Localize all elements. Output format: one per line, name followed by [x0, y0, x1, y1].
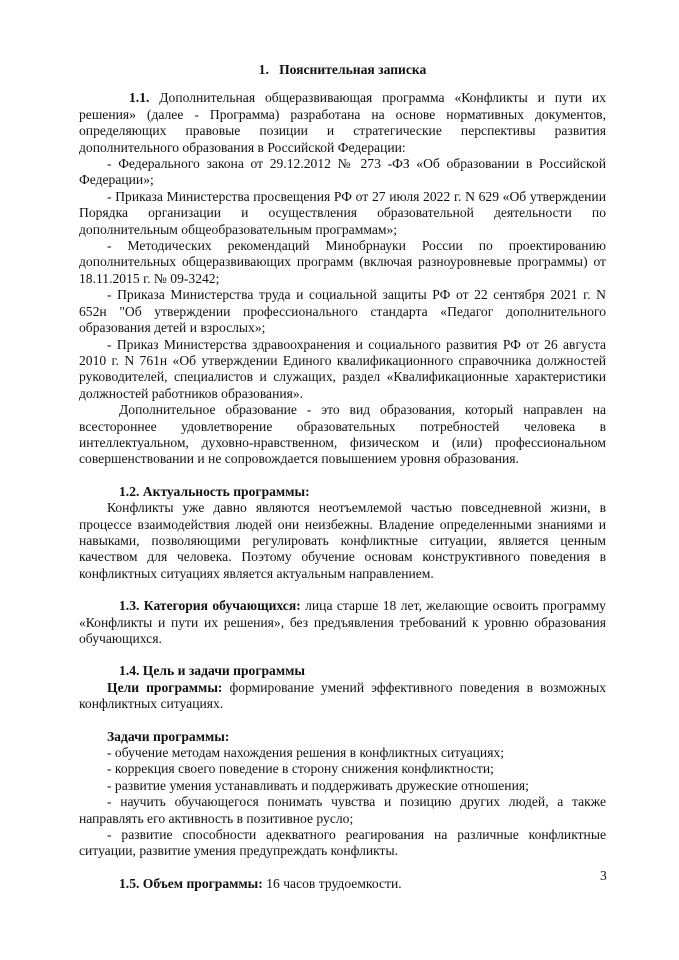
task-item: - развитие умения устанавливать и поддерживать дружеские отношения; [107, 777, 529, 793]
page-content [79, 62, 606, 892]
section-title-1-3: 1.3. Категория обучающихся: [119, 598, 301, 614]
list-item-normative: - Приказа Министерства труда и социальной защиты РФ от 22 сентября 2021 г. N 652н "Об утверждении профессионального стандарта «Педагог дополнительного образования детей и взрослых»; [79, 287, 606, 336]
list-item-normative: - Федерального закона от 29.12.2012 № 273 -ФЗ «Об образовании в Российской Федерации»; [79, 156, 606, 188]
list-item-normative: - Методических рекомендаций Минобрнауки России по проектированию дополнительных общеразвивающих программ (включая разноуровневые программы) от 18.11.2015 г. № 09-3242; [79, 238, 606, 286]
tasks-label: Задачи программы: [107, 728, 230, 744]
section-title-1-5: 1.5. Объем программы: [119, 875, 263, 891]
paragraph-1-1 [79, 90, 606, 156]
definition-paragraph: Дополнительное образование - это вид образования, который направлен на всестороннее удовлетворение образовательных потребностей человека в интеллектуальном, духовно-нравственном, физическом и (или) профессиональном совершенствовании и не сопровождается повышением уровня образования. [79, 402, 606, 467]
paragraph-1-5 [79, 876, 606, 892]
section-title-1-4: 1.4. Цель и задачи программы [119, 663, 305, 679]
task-item: - развитие способности адекватного реагирования на различные конфликтные ситуации, развитие умения предупреждать конфликты. [79, 827, 606, 859]
section-heading [79, 62, 606, 78]
task-item: - обучение методам нахождения решения в конфликтных ситуациях; [107, 745, 505, 761]
paragraph-1-1-text: Дополнительная общеразвивающая программа «Конфликты и пути их решения» (далее - Программа) разработана на основе нормативных документов, определяющих правовые позиции и стратегические перспективы развития дополнительного образования в Российской Федерации: [79, 90, 606, 155]
goals-text: формирование умений эффективного поведения в возможных конфликтных ситуациях. [79, 679, 607, 712]
goals-paragraph [79, 680, 606, 713]
paragraph-1-2: Конфликты уже давно являются неотъемлемой частью повседневной жизни, в процессе взаимодействия людей они неизбежны. Владение определенными знаниями и навыками, позволяющими регулировать конфликтные ситуации, является ценным качеством для человека. Поэтому обучение основам конструктивного поведения в конфликтных ситуациях является актуальным направлением. [79, 500, 606, 581]
task-item: - коррекция своего поведение в сторону снижения конфликтности; [107, 761, 494, 777]
paragraph-1-5-text: 16 часов трудоемкости. [262, 875, 402, 891]
heading-number: 1. [258, 62, 269, 77]
section-number-1-1: 1.1. [129, 90, 150, 106]
heading-title: Пояснительная записка [279, 62, 427, 77]
goals-label: Цели программы: [107, 679, 223, 695]
section-title-1-2: 1.2. Актуальность программы: [119, 483, 310, 499]
list-item-normative: - Приказа Министерства просвещения РФ от 27 июля 2022 г. N 629 «Об утверждении Порядка организации и осуществления образовательной деятельности по дополнительным общеобразовательным программам»; [79, 188, 606, 237]
page-number: 3 [600, 868, 607, 883]
task-item: - научить обучающегося понимать чувства и позицию других людей, а также направлять его активность в позитивное русло; [79, 794, 606, 826]
paragraph-1-3-text: лица старше 18 лет, желающие освоить программу «Конфликты и пути их решения», без предъявления требований к уровню образования обучающихся. [79, 598, 606, 646]
paragraph-1-3 [79, 598, 606, 647]
list-item-normative: - Приказ Министерства здравоохранения и социального развития РФ от 26 августа 2010 г. N 761н «Об утверждении Единого квалификационного справочника должностей руководителей, специалистов и служащих, раздел «Квалификационные характеристики должностей работников образования». [79, 336, 606, 401]
